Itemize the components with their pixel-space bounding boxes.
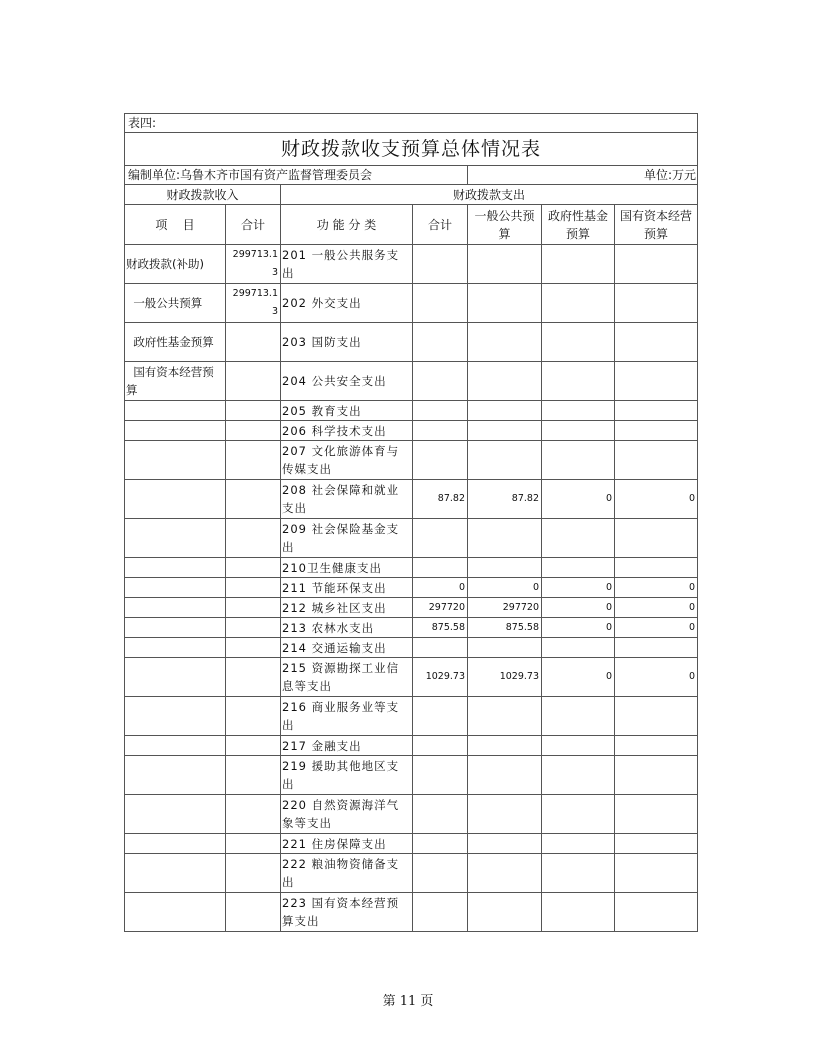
table-row [125, 401, 698, 421]
income-item-cell: 一般公共预算 [125, 284, 226, 323]
col-header-total-income: 合计 [226, 205, 281, 245]
table-label: 表四: [125, 114, 698, 133]
function-class-cell: 219 援助其他地区支出 [281, 756, 413, 795]
table-row [125, 736, 698, 756]
general-budget-cell: 875.58 [468, 618, 542, 638]
table-row [125, 519, 698, 558]
col-header-total: 合计 [413, 205, 468, 245]
table-row [125, 697, 698, 736]
fund-budget-cell [542, 558, 615, 578]
general-budget-cell [468, 834, 542, 854]
income-item-cell [125, 441, 226, 480]
general-budget-cell [468, 638, 542, 658]
income-amount-cell: 299713.13 [226, 284, 281, 323]
state-capital-budget-cell [615, 697, 698, 736]
total-cell: 297720 [413, 598, 468, 618]
table-row [125, 578, 698, 598]
col-header-fund-budget: 政府性基金预算 [542, 205, 615, 245]
total-cell: 1029.73 [413, 658, 468, 697]
total-cell [413, 401, 468, 421]
state-capital-budget-cell [615, 854, 698, 893]
income-item-cell [125, 558, 226, 578]
state-capital-budget-cell [615, 756, 698, 795]
general-budget-cell: 87.82 [468, 480, 542, 519]
general-budget-cell [468, 756, 542, 795]
income-amount-cell [226, 893, 281, 932]
income-amount-cell [226, 323, 281, 362]
general-budget-cell [468, 558, 542, 578]
income-item-cell [125, 401, 226, 421]
table-row [125, 854, 698, 893]
total-cell: 87.82 [413, 480, 468, 519]
table-row [125, 362, 698, 401]
state-capital-budget-cell [615, 638, 698, 658]
income-amount-cell [226, 756, 281, 795]
income-amount-cell [226, 441, 281, 480]
fund-budget-cell [542, 638, 615, 658]
income-amount-cell [226, 421, 281, 441]
income-group-header: 财政拨款收入 [125, 185, 281, 205]
table-row [125, 658, 698, 697]
general-budget-cell [468, 893, 542, 932]
function-class-cell: 211 节能环保支出 [281, 578, 413, 598]
total-cell [413, 421, 468, 441]
total-cell [413, 834, 468, 854]
income-amount-cell [226, 519, 281, 558]
income-item-cell: 国有资本经营预算 [125, 362, 226, 401]
state-capital-budget-cell: 0 [615, 658, 698, 697]
page-title: 财政拨款收支预算总体情况表 [125, 133, 698, 166]
income-amount-cell [226, 658, 281, 697]
fund-budget-cell [542, 401, 615, 421]
general-budget-cell [468, 421, 542, 441]
total-cell [413, 756, 468, 795]
total-cell [413, 795, 468, 834]
income-item-cell [125, 421, 226, 441]
income-item-cell [125, 618, 226, 638]
total-cell [413, 736, 468, 756]
total-cell [413, 519, 468, 558]
state-capital-budget-cell [615, 441, 698, 480]
table-row [125, 421, 698, 441]
col-header-function: 功 能 分 类 [281, 205, 413, 245]
fund-budget-cell [542, 854, 615, 893]
state-capital-budget-cell [615, 834, 698, 854]
state-capital-budget-cell [615, 795, 698, 834]
function-class-cell: 220 自然资源海洋气象等支出 [281, 795, 413, 834]
currency-unit: 单位:万元 [468, 166, 698, 185]
col-header-general-budget: 一般公共预算 [468, 205, 542, 245]
table-row [125, 598, 698, 618]
fund-budget-cell: 0 [542, 578, 615, 598]
fund-budget-cell [542, 697, 615, 736]
income-item-cell: 政府性基金预算 [125, 323, 226, 362]
income-amount-cell [226, 638, 281, 658]
total-cell [413, 558, 468, 578]
function-class-cell: 209 社会保险基金支出 [281, 519, 413, 558]
page-number: 第 11 页 [382, 994, 434, 1009]
fund-budget-cell [542, 284, 615, 323]
income-amount-cell [226, 697, 281, 736]
table-row [125, 284, 698, 323]
general-budget-cell [468, 854, 542, 893]
fund-budget-cell [542, 834, 615, 854]
expense-group-header: 财政拨款支出 [281, 185, 698, 205]
state-capital-budget-cell [615, 323, 698, 362]
general-budget-cell: 1029.73 [468, 658, 542, 697]
fund-budget-cell [542, 441, 615, 480]
general-budget-cell [468, 362, 542, 401]
total-cell: 875.58 [413, 618, 468, 638]
function-class-cell: 215 资源勘探工业信息等支出 [281, 658, 413, 697]
table-row [125, 558, 698, 578]
income-item-cell [125, 854, 226, 893]
table-row [125, 638, 698, 658]
state-capital-budget-cell: 0 [615, 578, 698, 598]
function-class-cell: 205 教育支出 [281, 401, 413, 421]
income-item-cell [125, 519, 226, 558]
function-class-cell: 214 交通运输支出 [281, 638, 413, 658]
income-amount-cell [226, 598, 281, 618]
table-row [125, 618, 698, 638]
general-budget-cell [468, 697, 542, 736]
income-amount-cell [226, 736, 281, 756]
table-row [125, 795, 698, 834]
table-row [125, 480, 698, 519]
function-class-cell: 210卫生健康支出 [281, 558, 413, 578]
fund-budget-cell: 0 [542, 598, 615, 618]
total-cell [413, 284, 468, 323]
income-item-cell [125, 598, 226, 618]
income-item-cell [125, 834, 226, 854]
general-budget-cell [468, 323, 542, 362]
fund-budget-cell [542, 519, 615, 558]
total-cell [413, 245, 468, 284]
fund-budget-cell [542, 893, 615, 932]
state-capital-budget-cell [615, 245, 698, 284]
income-item-cell [125, 578, 226, 598]
fund-budget-cell [542, 362, 615, 401]
income-item-cell [125, 893, 226, 932]
function-class-cell: 203 国防支出 [281, 323, 413, 362]
total-cell [413, 362, 468, 401]
income-amount-cell: 299713.13 [226, 245, 281, 284]
general-budget-cell [468, 519, 542, 558]
state-capital-budget-cell [615, 558, 698, 578]
state-capital-budget-cell [615, 284, 698, 323]
fund-budget-cell [542, 245, 615, 284]
table-row [125, 441, 698, 480]
table-row [125, 756, 698, 795]
income-amount-cell [226, 795, 281, 834]
function-class-cell: 208 社会保障和就业支出 [281, 480, 413, 519]
income-amount-cell [226, 480, 281, 519]
table-row [125, 245, 698, 284]
state-capital-budget-cell: 0 [615, 618, 698, 638]
general-budget-cell [468, 245, 542, 284]
function-class-cell: 223 国有资本经营预算支出 [281, 893, 413, 932]
income-amount-cell [226, 854, 281, 893]
income-item-cell [125, 658, 226, 697]
state-capital-budget-cell: 0 [615, 480, 698, 519]
income-amount-cell [226, 362, 281, 401]
total-cell [413, 893, 468, 932]
col-header-item: 项 目 [125, 205, 226, 245]
general-budget-cell [468, 401, 542, 421]
state-capital-budget-cell [615, 362, 698, 401]
function-class-cell: 207 文化旅游体育与传媒支出 [281, 441, 413, 480]
income-item-cell [125, 795, 226, 834]
total-cell [413, 441, 468, 480]
income-item-cell [125, 697, 226, 736]
total-cell [413, 697, 468, 736]
general-budget-cell [468, 795, 542, 834]
budget-table [124, 113, 698, 932]
state-capital-budget-cell: 0 [615, 598, 698, 618]
total-cell [413, 854, 468, 893]
function-class-cell: 222 粮油物资储备支出 [281, 854, 413, 893]
fund-budget-cell: 0 [542, 480, 615, 519]
state-capital-budget-cell [615, 421, 698, 441]
general-budget-cell: 297720 [468, 598, 542, 618]
table-row [125, 893, 698, 932]
fund-budget-cell [542, 795, 615, 834]
income-amount-cell [226, 578, 281, 598]
function-class-cell: 202 外交支出 [281, 284, 413, 323]
fund-budget-cell [542, 323, 615, 362]
function-class-cell: 217 金融支出 [281, 736, 413, 756]
general-budget-cell [468, 284, 542, 323]
state-capital-budget-cell [615, 401, 698, 421]
function-class-cell: 221 住房保障支出 [281, 834, 413, 854]
income-item-cell: 财政拨款(补助) [125, 245, 226, 284]
general-budget-cell [468, 441, 542, 480]
fund-budget-cell [542, 421, 615, 441]
fund-budget-cell [542, 756, 615, 795]
function-class-cell: 206 科学技术支出 [281, 421, 413, 441]
total-cell [413, 323, 468, 362]
income-amount-cell [226, 834, 281, 854]
fund-budget-cell [542, 736, 615, 756]
table-row [125, 323, 698, 362]
income-amount-cell [226, 618, 281, 638]
state-capital-budget-cell [615, 893, 698, 932]
income-amount-cell [226, 401, 281, 421]
income-item-cell [125, 638, 226, 658]
state-capital-budget-cell [615, 736, 698, 756]
general-budget-cell [468, 736, 542, 756]
income-item-cell [125, 756, 226, 795]
total-cell [413, 638, 468, 658]
function-class-cell: 216 商业服务业等支出 [281, 697, 413, 736]
income-item-cell [125, 736, 226, 756]
total-cell: 0 [413, 578, 468, 598]
income-item-cell [125, 480, 226, 519]
general-budget-cell: 0 [468, 578, 542, 598]
col-header-state-capital-budget: 国有资本经营预算 [615, 205, 698, 245]
income-amount-cell [226, 558, 281, 578]
compiling-unit: 编制单位:乌鲁木齐市国有资产监督管理委员会 [125, 166, 468, 185]
fund-budget-cell: 0 [542, 658, 615, 697]
state-capital-budget-cell [615, 519, 698, 558]
function-class-cell: 213 农林水支出 [281, 618, 413, 638]
function-class-cell: 204 公共安全支出 [281, 362, 413, 401]
function-class-cell: 201 一般公共服务支出 [281, 245, 413, 284]
fund-budget-cell: 0 [542, 618, 615, 638]
function-class-cell: 212 城乡社区支出 [281, 598, 413, 618]
table-row [125, 834, 698, 854]
